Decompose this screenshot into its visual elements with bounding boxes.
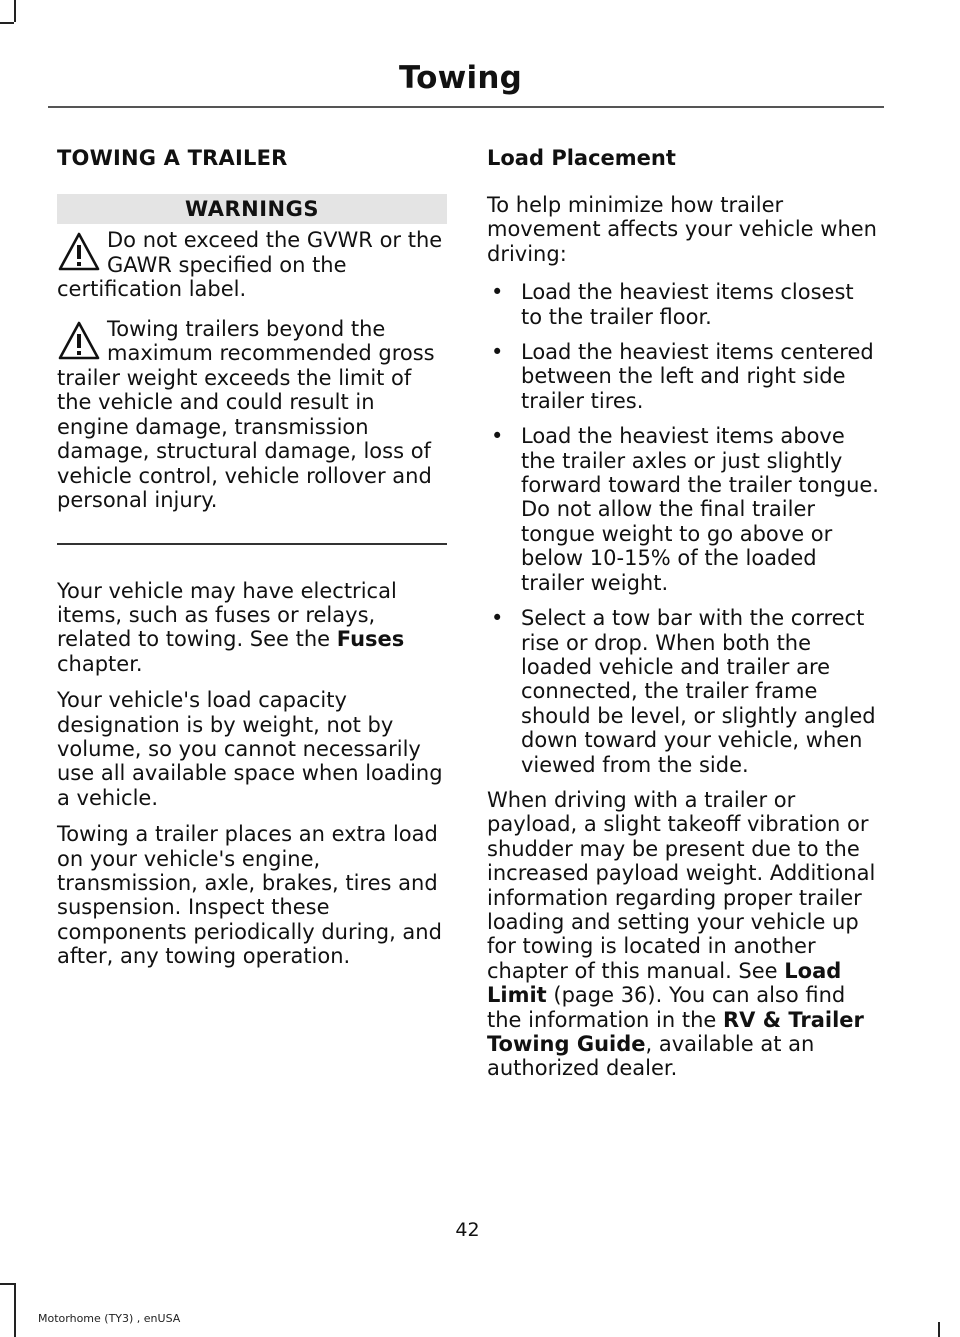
list-item-text: Load the heaviest items centered between the left and right side trailer tires. (521, 340, 874, 413)
list-item (487, 606, 880, 777)
bullet-icon: • (491, 280, 504, 305)
crop-mark (938, 1322, 940, 1337)
bullet-icon: • (491, 424, 504, 449)
paragraph-payload (487, 788, 880, 1081)
crop-mark (14, 1283, 16, 1337)
warning-text: Towing trailers beyond the maximum recommended gross trailer weight exceeds the limit of the vehicle and could result in engine damage, transmission damage, structural damage, loss of vehicle control, vehicle rollover and personal injury. (57, 316, 435, 512)
warning-triangle-icon (57, 231, 101, 273)
load-placement-heading: Load Placement (487, 146, 676, 170)
list-item (487, 424, 880, 595)
list-item (487, 340, 880, 413)
crop-mark (0, 1283, 14, 1285)
warnings-divider (57, 543, 447, 545)
paragraph-text: chapter. (57, 651, 143, 676)
left-column (57, 140, 447, 981)
header-divider (48, 106, 884, 108)
warnings-header: WARNINGS (57, 194, 447, 224)
warning-triangle-icon (57, 320, 101, 362)
paragraph-text: Your vehicle may have electrical items, such as fuses or relays, related to towing. See the (57, 578, 397, 652)
list-item-text: Load the heaviest items above the trailer axles or just slightly forward toward the trailer tongue. Do not allow the final trailer tongue weight to go above or below 10-15% of the loaded trailer weight. (521, 424, 879, 595)
paragraph-text: (page 36). You can also find the information in the (487, 983, 846, 1032)
list-item-text: Load the heaviest items closest to the trailer floor. (521, 280, 854, 329)
load-limit-reference[interactable]: Load Limit (487, 958, 842, 1008)
list-item (487, 280, 880, 329)
warning-item (57, 317, 447, 513)
page-number: 42 (455, 1219, 480, 1241)
bullet-icon: • (491, 606, 504, 631)
load-placement-intro: To help minimize how trailer movement affects your vehicle when driving: (487, 193, 877, 266)
document-id: Motorhome (TY3) , enUSA (38, 1312, 181, 1325)
towing-guide-reference[interactable]: RV & Trailer Towing Guide (487, 1007, 864, 1056)
list-item-text: Select a tow bar with the correct rise or drop. When both the loaded vehicle and trailer are connected, the trailer frame should be level, or slightly angled down toward your vehicle, when viewed from the side. (521, 606, 876, 777)
paragraph-text: , available at an authorized dealer. (487, 1032, 815, 1081)
warning-item (57, 228, 447, 302)
bullet-icon: • (491, 340, 504, 365)
warning-text: Do not exceed the GVWR or the GAWR specified on the certification label. (57, 228, 443, 301)
crop-mark (0, 22, 14, 24)
right-column (487, 140, 880, 1093)
paragraph-load-capacity: Your vehicle's load capacity designation is by weight, not by volume, so you cannot necessarily use all available space when loading a vehicle. (57, 688, 443, 810)
paragraph-fuses (57, 579, 447, 677)
page-title: Towing (398, 60, 522, 96)
section-heading: TOWING A TRAILER (57, 146, 288, 170)
paragraph-text: When driving with a trailer or payload, a slight takeoff vibration or shudder may be present due to the increased payload weight. Additional information regarding proper trailer loading and setting your vehicle up for towing is located in another chapter of this manual. See (487, 787, 876, 983)
paragraph-towing-load: Towing a trailer places an extra load on your vehicle's engine, transmission, axle, brakes, tires and suspension. Inspect these components periodically during, and after, any towing operation. (57, 822, 442, 969)
crop-mark (14, 0, 16, 22)
load-placement-list (487, 280, 880, 777)
fuses-reference[interactable]: Fuses (336, 627, 405, 652)
